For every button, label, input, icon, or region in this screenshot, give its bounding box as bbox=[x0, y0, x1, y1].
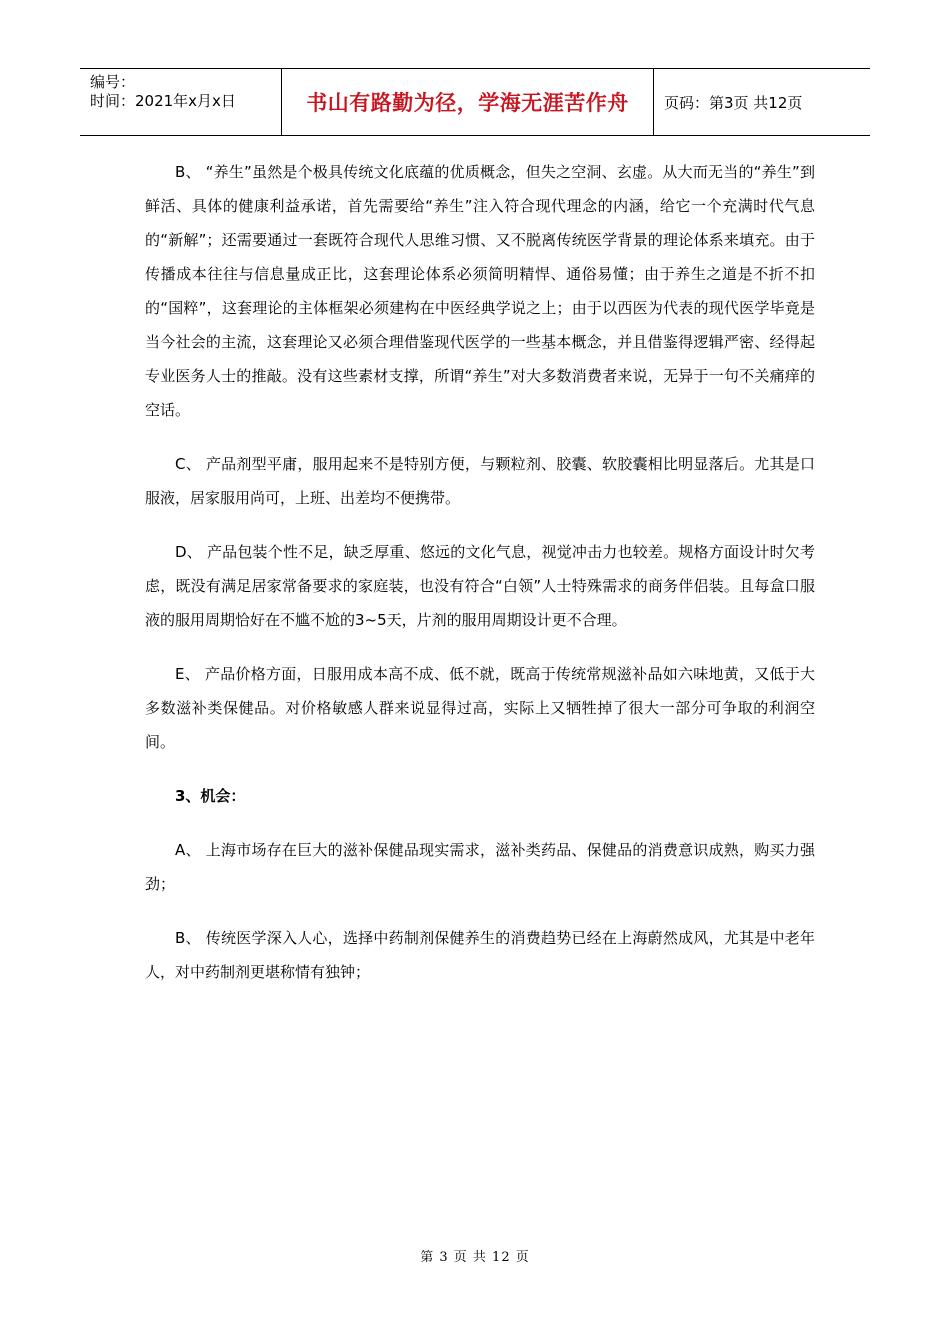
paragraph-a-opportunity: A、 上海市场存在巨大的滋补保健品现实需求，滋补类药品、保健品的消费意识成熟，购买力强劲； bbox=[145, 841, 815, 893]
header-motto: 书山有路勤为径，学海无涯苦作舟 bbox=[282, 69, 654, 135]
paragraph-d-weakness: D、 产品包装个性不足，缺乏厚重、悠远的文化气息，视觉冲击力也较差。规格方面设计时欠考虑，既没有满足居家常备要求的家庭装，也没有符合“白领”人士特殊需求的商务伴侣装。且每盒口服液的服用周期恰好在不尴不尬的3~5天，片剂的服用周期设计更不合理。 bbox=[145, 543, 815, 629]
paragraph-b-weakness: B、 “养生”虽然是个极具传统文化底蕴的优质概念，但失之空洞、玄虚。从大而无当的“养生”到鲜活、具体的健康利益承诺，首先需要给“养生”注入符合现代理念的内涵，给它一个充满时代气息的“新解”；还需要通过一套既符合现代人思维习惯、又不脱离传统医学背景的理论体系来填充。由于传播成本往往与信息量成正比，这套理论体系必须简明精悍、通俗易懂；由于养生之道是不折不扣的“国粹”，这套理论的主体框架必须建构在中医经典学说之上；由于以西医为代表的现代医学毕竟是当今社会的主流，这套理论又必须合理借鉴现代医学的一些基本概念，并且借鉴得逻辑严密、经得起专业医务人士的推敲。没有这些素材支撑，所谓“养生”对大多数消费者来说，无异于一句不关痛痒的空话。 bbox=[145, 163, 815, 419]
document-body bbox=[145, 155, 815, 1009]
document-date: 时间：2021年x月x日 bbox=[90, 92, 236, 110]
paragraph-e-weakness: E、 产品价格方面，日服用成本高不成、低不就，既高于传统常规滋补品如六味地黄，又低于大多数滋补类保健品。对价格敏感人群来说显得过高，实际上又牺牲掉了很大一部分可争取的利润空间。 bbox=[145, 665, 815, 751]
header-page-info: 页码：第3页 共12页 bbox=[664, 93, 803, 112]
header-table bbox=[80, 68, 870, 136]
paragraph-b-opportunity: B、 传统医学深入人心，选择中药制剂保健养生的消费趋势已经在上海蔚然成风，尤其是中老年人，对中药制剂更堪称情有独钟； bbox=[145, 929, 815, 981]
section-heading-opportunities: 3、机会： bbox=[175, 787, 246, 805]
header-meta-cell bbox=[80, 69, 282, 135]
document-number-label: 编号： bbox=[90, 73, 136, 91]
paragraph-c-weakness: C、 产品剂型平庸，服用起来不是特别方便，与颗粒剂、胶囊、软胶囊相比明显落后。尤其是口服液，居家服用尚可，上班、出差均不便携带。 bbox=[145, 455, 815, 507]
page-footer: 第 3 页 共 12 页 bbox=[420, 1250, 530, 1265]
